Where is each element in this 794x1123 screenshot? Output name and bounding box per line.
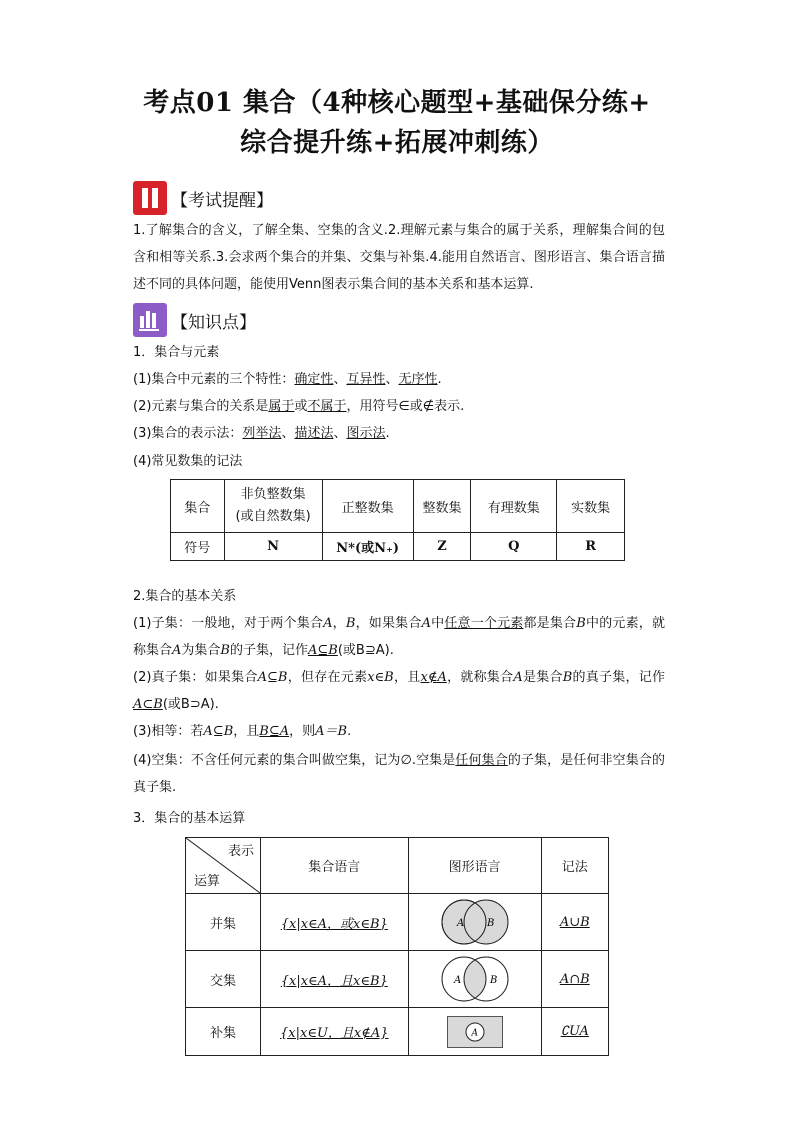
set-operations-table [185, 837, 609, 1056]
section-2-title: 2.集合的基本关系 [133, 589, 237, 604]
element-properties: (1)集合中元素的三个特性：确定性、互异性、无序性. [133, 372, 442, 387]
table-header-cell: 记法 [541, 838, 608, 894]
table-row-label: 符号 [171, 533, 225, 561]
table-row [186, 951, 609, 1008]
table-header-cell: 图形语言 [408, 838, 541, 894]
set-language: {x|x∈U，且x∉A} [261, 1008, 409, 1056]
set-language: {x|x∈A，且x∈B} [261, 951, 409, 1008]
venn-union-diagram [408, 894, 541, 951]
exam-tip-text: 1.了解集合的含义，了解全集、空集的含义.2.理解元素与集合的属于关系，理解集合间的包含和相等关系.3.会求两个集合的并集、交集与补集.4.能用自然语言、图形语言、集合语言描述不同的具体问题，能使用Venn图表示集合间的基本关系和基本运算. [133, 223, 665, 292]
table-cell: N*(或N₊) [322, 533, 413, 561]
table-cell: R [557, 533, 625, 561]
operation-name: 交集 [186, 951, 261, 1008]
set-language: {x|x∈A，或x∈B} [261, 894, 409, 951]
venn-label-a: A [453, 975, 461, 986]
operation-name: 补集 [186, 1008, 261, 1056]
number-sets-table [170, 479, 625, 561]
notation: ∁UA [541, 1008, 608, 1056]
table-cell: Z [413, 533, 471, 561]
venn-label-b: B [489, 975, 497, 986]
equality-definition: (3)相等：若A⊆B，且B⊆A，则A＝B. [133, 724, 352, 739]
operation-name: 并集 [186, 894, 261, 951]
number-set-notation-title: (4)常见数集的记法 [133, 454, 243, 469]
page-title-line-2: 综合提升练+拓展冲刺练） [240, 128, 554, 158]
venn-intersection-diagram [408, 951, 541, 1008]
table-header-cell: 正整数集 [322, 480, 413, 533]
diagonal-header-cell [186, 838, 261, 894]
knowledge-header [133, 303, 256, 337]
representation-methods: (3)集合的表示法：列举法、描述法、图示法. [133, 426, 390, 441]
table-cell: Q [471, 533, 557, 561]
venn-label-a: A [471, 1028, 478, 1038]
section-3-title: 3．集合的基本运算 [133, 811, 246, 826]
knowledge-heading: 【知识点】 [171, 312, 256, 333]
notation: A∪B [541, 894, 608, 951]
subset-definition: (1)子集：一般地，对于两个集合A，B，如果集合A中任意一个元素都是集合B中的元素，就称集合A为集合B的子集，记作A⊆B(或B⊇A). [133, 616, 665, 658]
venn-complement-diagram [408, 1008, 541, 1056]
table-header-cell: 非负整数集 (或自然数集) [224, 480, 322, 533]
table-cell: N [224, 533, 322, 561]
pause-bars-icon [133, 181, 167, 215]
table-header-cell: 有理数集 [471, 480, 557, 533]
table-header-cell: 集合语言 [261, 838, 409, 894]
empty-set-definition: (4)空集：不含任何元素的集合叫做空集，记为∅.空集是任何集合的子集，是任何非空集合的真子集. [133, 753, 665, 795]
element-relation: (2)元素与集合的关系是属于或不属于，用符号∈或∉表示. [133, 399, 465, 414]
table-header-cell: 整数集 [413, 480, 471, 533]
venn-label-b: B [486, 918, 494, 929]
table-header-cell: 实数集 [557, 480, 625, 533]
corner-label-bottom: 运算 [194, 874, 221, 889]
exam-tip-heading: 【考试提醒】 [171, 190, 273, 211]
exam-tip-header [133, 181, 273, 215]
venn-label-a: A [456, 918, 464, 929]
table-row [186, 1008, 609, 1056]
page-title-line-1: 考点01 集合（4种核心题型+基础保分练+ [143, 88, 651, 118]
proper-subset-definition: (2)真子集：如果集合A⊆B，但存在元素x∈B，且x∉A，就称集合A是集合B的真子集，记作A⊂B(或B⊃A). [133, 670, 665, 712]
notation: A∩B [541, 951, 608, 1008]
section-1-title: 1．集合与元素 [133, 345, 220, 360]
table-header-cell: 集合 [171, 480, 225, 533]
corner-label-top: 表示 [227, 844, 254, 859]
bar-chart-icon [133, 303, 167, 337]
table-row [186, 894, 609, 951]
